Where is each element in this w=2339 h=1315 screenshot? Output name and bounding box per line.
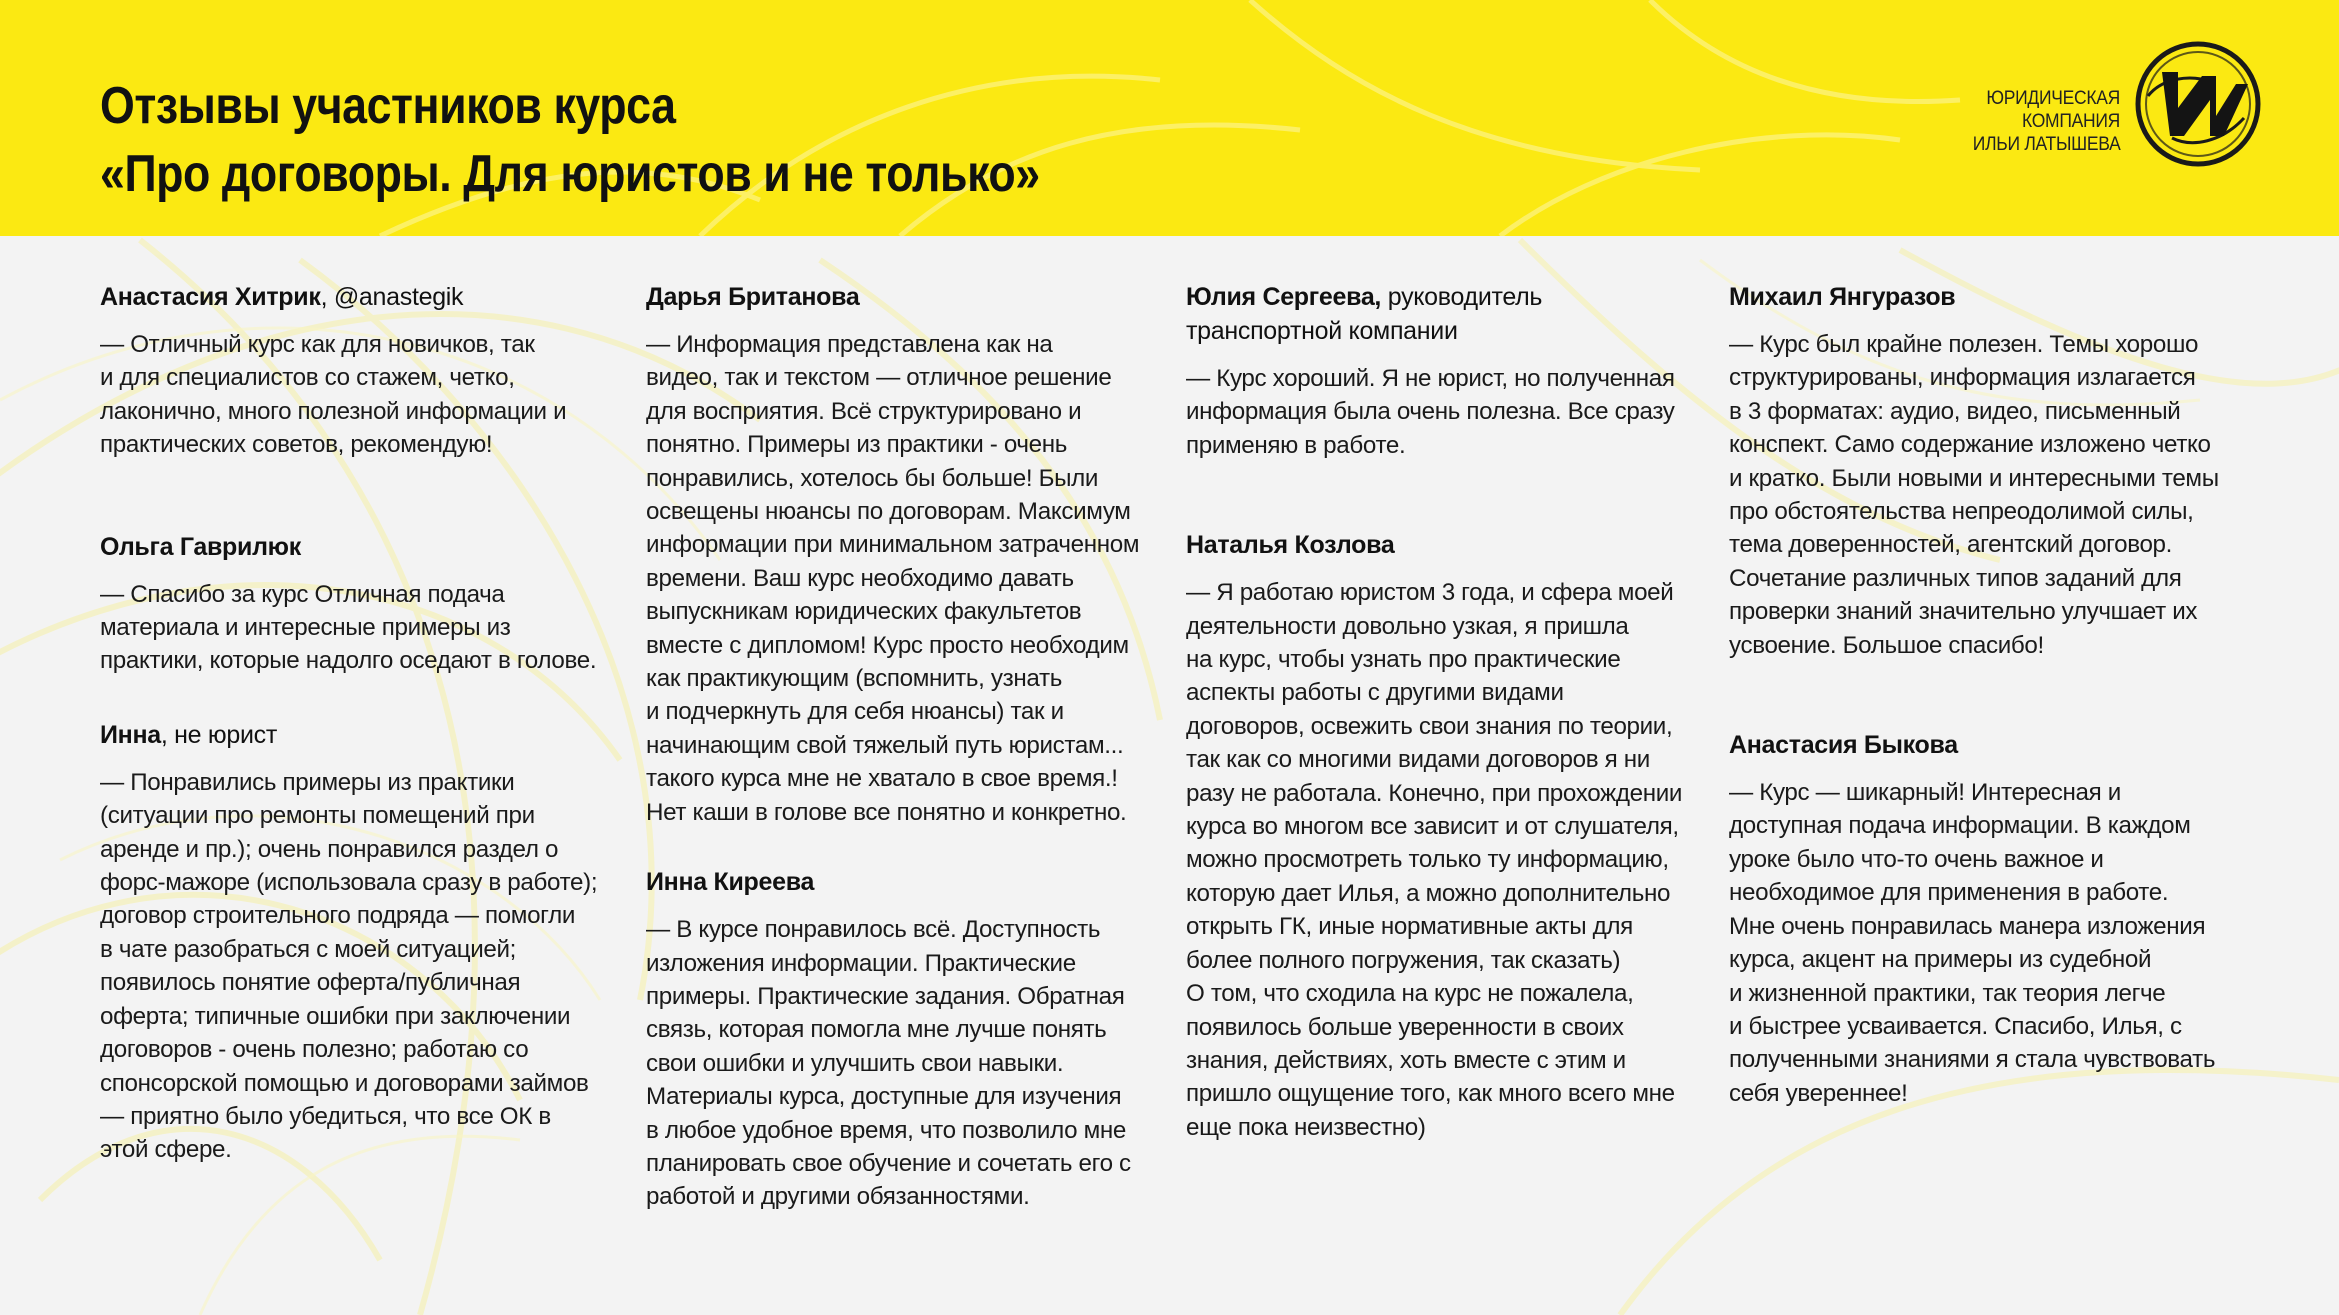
company-monogram-logo-icon <box>2132 38 2264 170</box>
reviewer-name-line <box>1186 528 1706 562</box>
reviewer-name-line <box>646 865 1166 899</box>
reviewer-name: Михаил Янгуразов <box>1729 283 1956 311</box>
reviewer-name: Инна Киреева <box>646 868 815 897</box>
review-card <box>100 718 620 1167</box>
reviews-column-2 <box>646 280 1166 1214</box>
reviewer-name: Ольга Гаврилюк <box>100 532 301 561</box>
review-text: — Понравились примеры из практики (ситуации про ремонты помещений при аренде и пр.); очень понравился раздел о форс-мажоре (использовала сразу в работе); договор строительного подряда — помогли в чате разобраться с моей ситуацией; появилось понятие оферта/публичная оферта; типичные ошибки при заключении договоров - очень полезно; работаю со спонсорской помощью и договорами займов — приятно было убедиться, что все ОК в этой сфере. <box>100 768 598 1164</box>
review-text: — Информация представлена как на видео, так и текстом — отличное решение для восприятия. Всё структурировано и понятно. Примеры из практики - очень понравились, хотелось бы больше! Были освещены нюансы по договорам. Максимум информации при минимальном затраченном времени. Ваш курс необходимо давать выпускникам юридических факультетов вместе с дипломом! Курс просто необходим как практикующим (вспомнить, узнать и подчеркнуть для себя нюансы) так и начинающим свой тяжелый путь юристам... такого курса мне не хватало в свое время.! Нет каши в голове все понятно и конкретно. <box>646 331 1140 826</box>
reviewer-role: руководитель транспортной компании <box>1186 283 1543 345</box>
reviewer-name-line <box>100 280 620 314</box>
reviewer-name: Инна <box>100 720 161 749</box>
review-text: — Спасибо за курс Отличная подача материала и интересные примеры из практики, которые надолго оседают в голове. <box>100 580 597 675</box>
reviewer-name-line <box>1729 728 2249 762</box>
reviewer-name-line <box>100 530 620 564</box>
header-banner <box>0 0 2339 236</box>
reviews-column-3 <box>1186 280 1706 1144</box>
review-card <box>646 865 1166 1214</box>
review-text: — Курс — шикарный! Интересная и доступная подача информации. В каждом уроке было что-то очень важное и необходимое для применения в работе. Мне очень понравилась манера изложения курса, акцент на примеры из судебной и жизненной практики, так теория легче и быстрее усваивается. Спасибо, Илья, с полученными знаниями я стала чувствовать себя увереннее! <box>1729 779 2216 1107</box>
reviewer-name-line <box>1186 280 1706 348</box>
review-card <box>1729 728 2249 1110</box>
review-card <box>100 280 620 462</box>
title-line-1: Отзывы участников курса <box>100 77 676 135</box>
reviewer-name-line <box>646 280 1166 314</box>
review-text: — В курсе понравилось всё. Доступность изложения информации. Практические примеры. Практические задания. Обратная связь, которая помогла мне лучше понять свои ошибки и улучшить свои навыки. Материалы курса, доступные для изучения в любое удобное время, что позволило мне планировать свое обучение и сочетать его с работой и другими обязанностями. <box>646 916 1131 1211</box>
review-text: — Курс хороший. Я не юрист, но полученная информация была очень полезна. Все сразу применяю в работе. <box>1186 365 1675 459</box>
reviewer-name: Анастасия Быкова <box>1729 731 1958 760</box>
review-card <box>100 530 620 678</box>
review-card <box>1729 280 2249 662</box>
title-line-2: «Про договоры. Для юристов и не только» <box>100 145 1040 203</box>
review-text: — Я работаю юристом 3 года, и сфера моей деятельности довольно узкая, я пришла на курс, чтобы узнать про практические аспекты работы с другими видами договоров, освежить свои знания по теории, так как со многими видами договоров я ни разу не работала. Конечно, при прохождении курса во многом все зависит и от слушателя, можно просмотреть только ту информацию, которую дает Илья, а можно дополнительно открыть ГК, иные нормативные акты для более полного погружения, так сказать) О том, что сходила на курс не пожалела, появилось больше уверенности в своих знания, действиях, хоть вместе с этим и пришло ощущение того, как много всего мне еще пока неизвестно) <box>1186 579 1683 1141</box>
reviewer-name-line <box>1729 280 2249 314</box>
reviewer-role: , @anastegik <box>320 283 464 311</box>
company-name-line-1: ЮРИДИЧЕСКАЯ <box>1986 88 2120 109</box>
reviewer-role: , не юрист <box>160 720 277 749</box>
reviewer-name: Юлия Сергеева, <box>1186 283 1382 311</box>
company-name <box>1973 87 2120 156</box>
reviewer-name: Дарья Британова <box>646 283 860 311</box>
review-card <box>1186 528 1706 1144</box>
reviews-column-1 <box>100 280 620 1167</box>
company-name-line-2: КОМПАНИЯ <box>2022 111 2120 132</box>
review-text: — Курс был крайне полезен. Темы хорошо структурированы, информация излагается в 3 форматах: аудио, видео, письменный конспект. Само содержание изложено четко и кратко. Были новыми и интересными темы про обстоятельства непреодолимой силы, тема доверенностей, агентский договор. Сочетание различных типов заданий для проверки знаний значительно улучшает их усвоение. Большое спасибо! <box>1729 331 2219 659</box>
reviewer-name: Наталья Козлова <box>1186 531 1395 560</box>
reviewer-name-line <box>100 718 620 752</box>
reviewer-name: Анастасия Хитрик <box>100 283 321 311</box>
company-name-line-3: ИЛЬИ ЛАТЫШЕВА <box>1972 134 2121 155</box>
page-title <box>100 72 1040 208</box>
review-card <box>646 280 1166 829</box>
review-card <box>1186 280 1706 462</box>
review-text: — Отличный курс как для новичков, так и для специалистов со стажем, четко, лаконично, много полезной информации и практических советов, рекомендую! <box>100 331 567 459</box>
reviews-column-4 <box>1729 280 2249 1110</box>
